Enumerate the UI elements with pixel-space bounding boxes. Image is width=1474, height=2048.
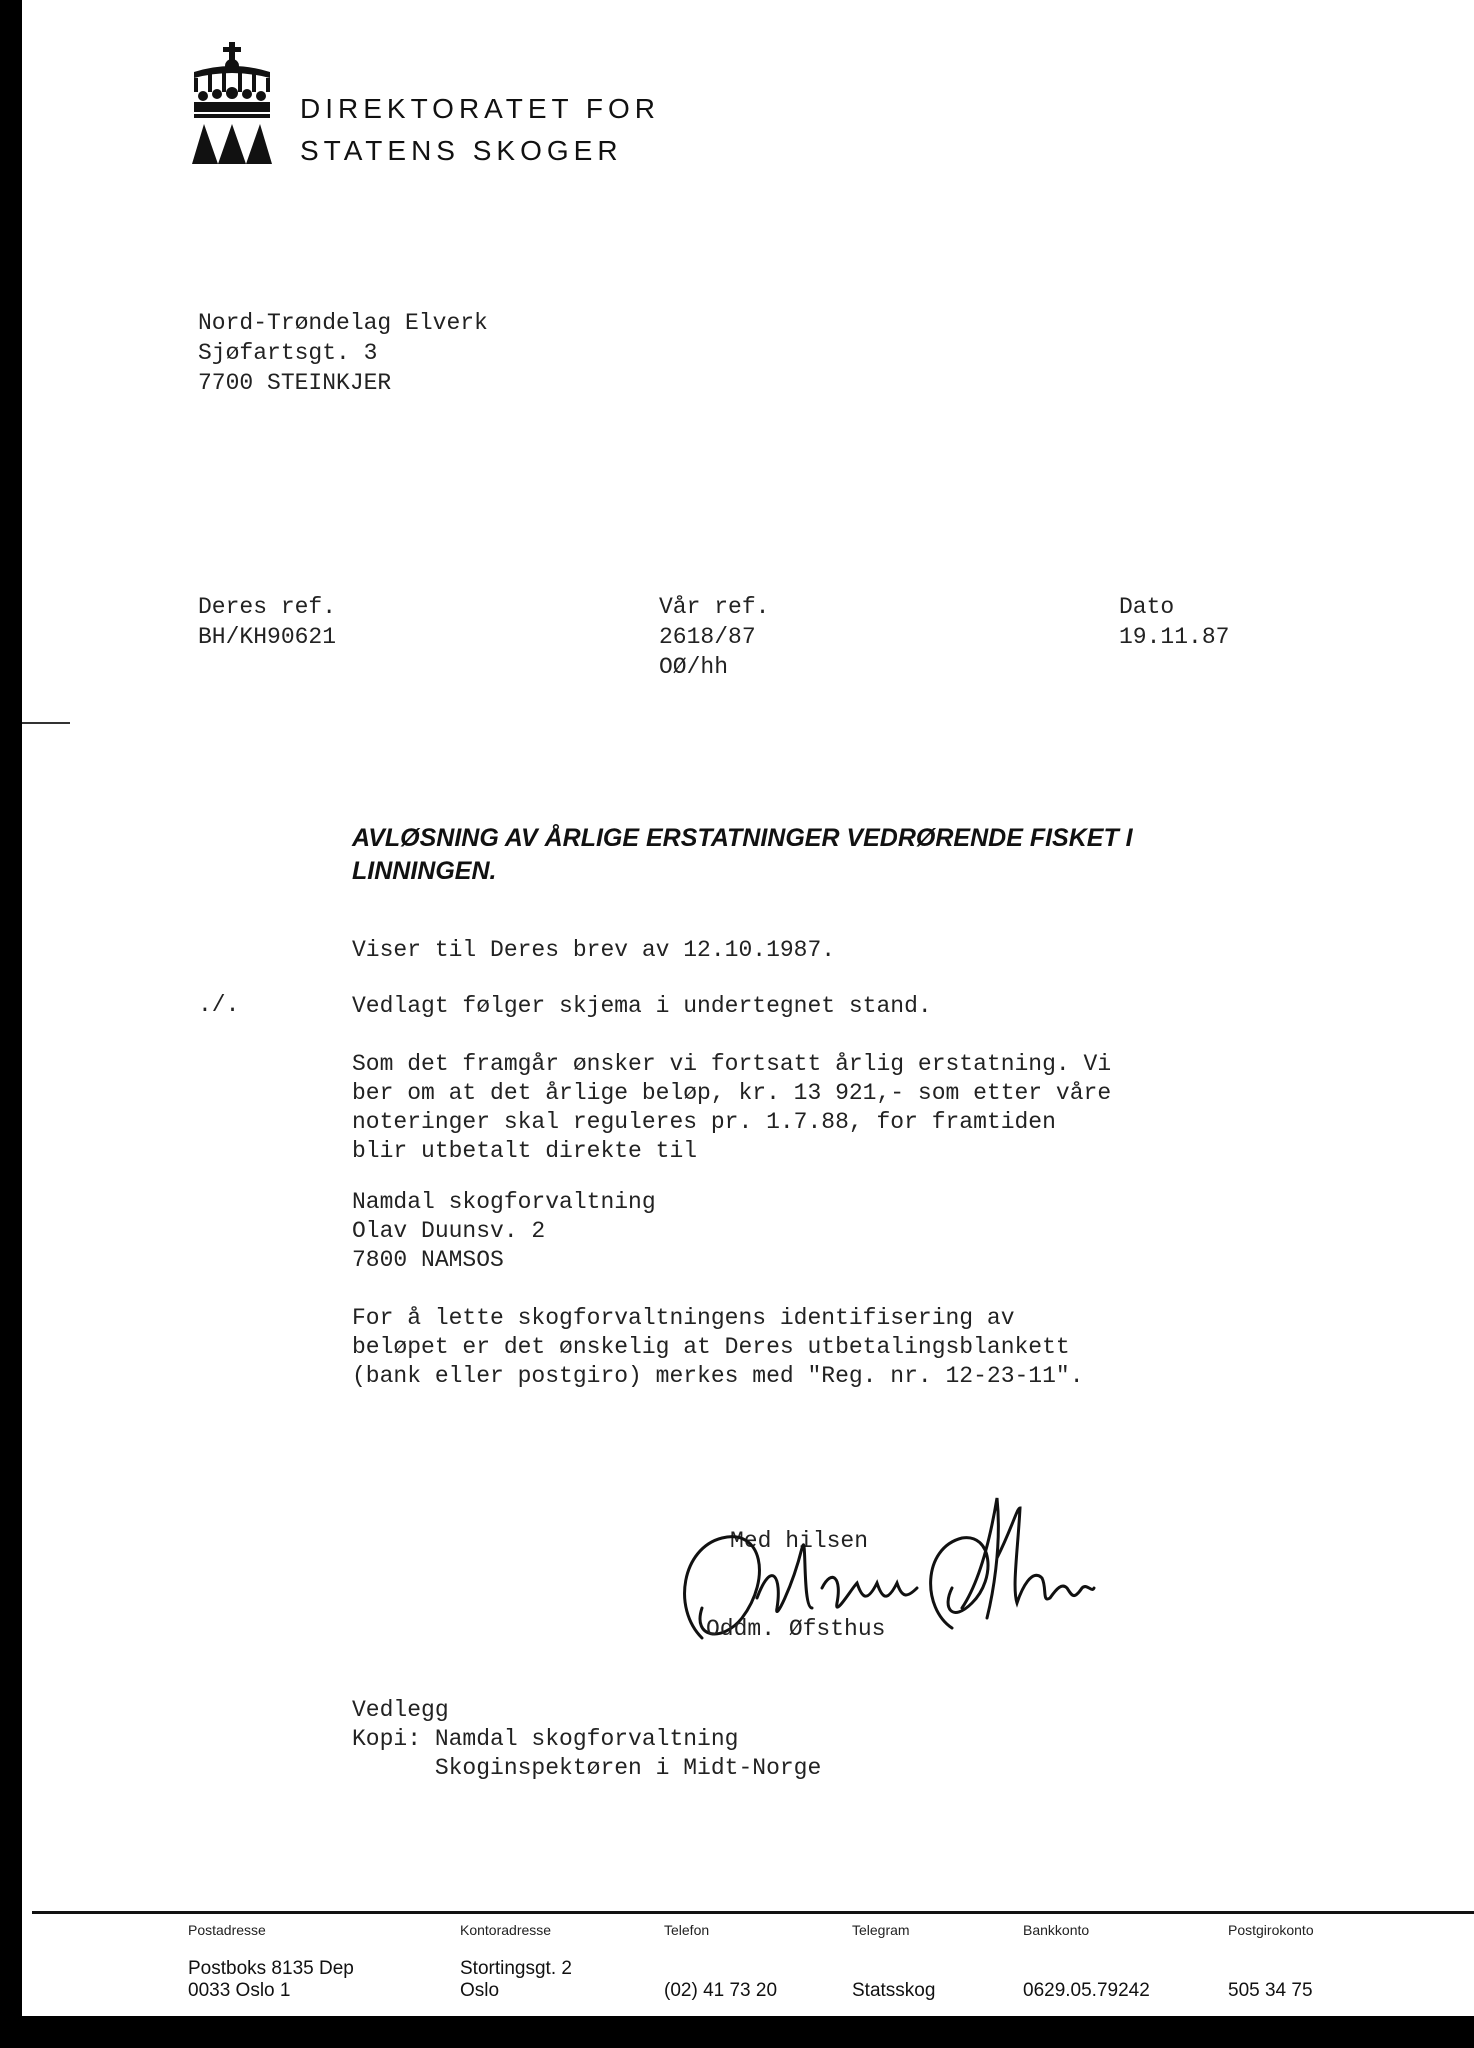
deres-ref-block (198, 592, 336, 652)
deres-ref-label: Deres ref. (198, 594, 337, 620)
date-block (1119, 592, 1229, 652)
footer-telephone-value: (02) 41 73 20 (664, 1980, 778, 2001)
footer-postgiro-value: 505 34 75 (1228, 1980, 1313, 2001)
crown-emblem-icon (190, 42, 274, 164)
footer-postgiro-label: Postgirokonto (1228, 1922, 1314, 1938)
copy-line-1: Kopi: Namdal skogforvaltning (352, 1726, 739, 1752)
p5-line-3: (bank eller postgiro) merkes med "Reg. nr. 12-23-11". (352, 1363, 1084, 1389)
recipient-address (198, 308, 488, 398)
footer-divider (32, 1911, 1474, 1914)
payee-street: Olav Duunsv. 2 (352, 1218, 546, 1244)
closing-greeting: Med hilsen (730, 1528, 869, 1554)
copy-line-2: Skoginspektøren i Midt-Norge (352, 1755, 822, 1781)
footer-postal-line-1: Postboks 8135 Dep (188, 1958, 354, 1979)
recipient-name: Nord-Trøndelag Elverk (198, 310, 488, 336)
recipient-city: 7700 STEINKJER (198, 370, 392, 396)
var-ref-block (659, 592, 769, 682)
body-paragraph-3 (352, 1050, 1352, 1166)
date-label: Dato (1119, 594, 1175, 620)
payee-name: Namdal skogforvaltning (352, 1189, 656, 1215)
footer-postal-address (188, 1922, 354, 2002)
footer-postgiro-account (1228, 1922, 1314, 2002)
footer-telegram-value: Statsskog (852, 1980, 936, 2001)
footer-telegram (852, 1922, 935, 2002)
footer-office-line-2: Oslo (460, 1980, 500, 2001)
p3-line-1: Som det framgår ønsker vi fortsatt årlig erstatning. Vi (352, 1051, 1112, 1077)
p3-line-2: ber om at det årlige beløp, kr. 13 921,- som etter våre (352, 1080, 1112, 1106)
signer-name: Oddm. Øfsthus (706, 1616, 886, 1642)
p3-line-4: blir utbetalt direkte til (352, 1138, 698, 1164)
p5-line-1: For å lette skogforvaltningens identifisering av (352, 1305, 1015, 1331)
body-paragraph-5 (352, 1304, 1352, 1391)
p3-line-3: noteringer skal reguleres pr. 1.7.88, for framtiden (352, 1109, 1056, 1135)
body-paragraph-2: Vedlagt følger skjema i undertegnet stand. (352, 993, 932, 1019)
footer-postal-label: Postadresse (188, 1922, 266, 1938)
attachments-block (352, 1696, 821, 1783)
deres-ref-value: BH/KH90621 (198, 624, 337, 650)
footer-office-address (460, 1922, 572, 2002)
footer-office-line-1: Stortingsgt. 2 (460, 1958, 572, 1979)
footer-telephone (664, 1922, 777, 2002)
footer-telegram-label: Telegram (852, 1922, 910, 1938)
letter-subject (352, 822, 1352, 888)
p5-line-2: beløpet er det ønskelig at Deres utbetalingsblankett (352, 1334, 1070, 1360)
footer-bank-value: 0629.05.79242 (1023, 1980, 1150, 2001)
payee-address (352, 1188, 656, 1275)
organization-name (300, 88, 660, 172)
payee-city: 7800 NAMSOS (352, 1247, 504, 1273)
var-ref-value-2: OØ/hh (659, 654, 729, 680)
var-ref-label: Vår ref. (659, 594, 770, 620)
margin-mark (22, 722, 70, 724)
var-ref-value-1: 2618/87 (659, 624, 756, 650)
footer-bank-label: Bankkonto (1023, 1922, 1090, 1938)
subject-line-2: LINNINGEN. (352, 857, 497, 885)
body-paragraph-1: Viser til Deres brev av 12.10.1987. (352, 937, 836, 963)
letter-page (22, 0, 1474, 2016)
footer-bank-account (1023, 1922, 1150, 2002)
footer-telephone-label: Telefon (664, 1922, 710, 1938)
recipient-street: Sjøfartsgt. 3 (198, 340, 378, 366)
attachment-label: Vedlegg (352, 1697, 449, 1723)
footer-postal-line-2: 0033 Oslo 1 (188, 1980, 291, 2001)
org-line-2: STATENS SKOGER (300, 135, 623, 166)
enclosure-mark: ./. (198, 992, 240, 1018)
date-value: 19.11.87 (1119, 624, 1230, 650)
subject-line-1: AVLØSNING AV ÅRLIGE ERSTATNINGER VEDRØRENDE FISKET I (352, 824, 1133, 852)
footer-office-label: Kontoradresse (460, 1922, 552, 1938)
org-line-1: DIREKTORATET FOR (300, 93, 661, 124)
